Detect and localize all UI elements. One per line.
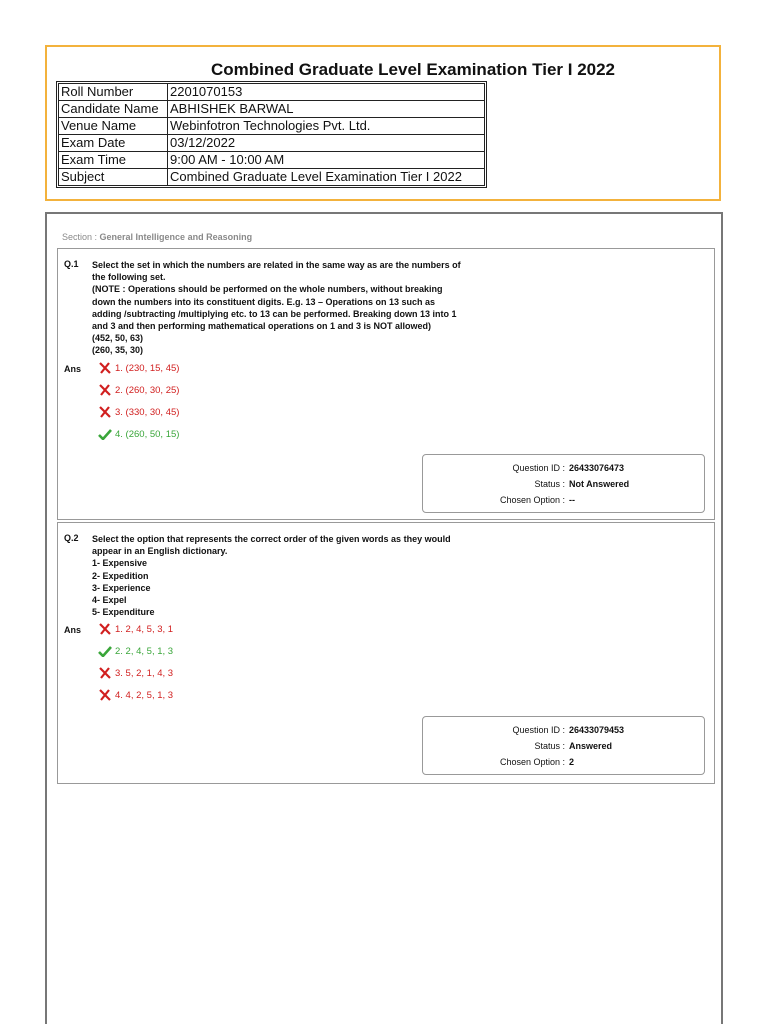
option-1 <box>98 623 173 635</box>
question-line: down the numbers into its constituent digits. E.g. 13 – Operations on 13 such as <box>92 296 436 307</box>
question-line: 1- Expensive <box>92 558 148 569</box>
cross-icon <box>98 384 112 396</box>
option-1 <box>98 362 179 374</box>
question-id-value: 26433076473 <box>569 463 625 473</box>
question-line: adding /subtracting /multiplying etc. to 13 can be performed. Breaking down 13 into 1 <box>92 308 457 319</box>
option-2 <box>98 645 173 657</box>
info-label: Roll Number <box>59 84 168 101</box>
info-value: 03/12/2022 <box>168 135 485 152</box>
option-text: 3. (330, 30, 45) <box>115 406 180 418</box>
cross-icon <box>98 667 112 679</box>
chosen-option-label: Chosen Option : <box>499 757 565 767</box>
info-label: Venue Name <box>59 118 168 135</box>
option-text: 2. 2, 4, 5, 1, 3 <box>115 645 174 657</box>
question-number: Q.2 <box>64 533 79 543</box>
chosen-option-label: Chosen Option : <box>499 495 565 505</box>
info-value: 2201070153 <box>168 84 485 101</box>
question-meta-box <box>422 454 705 513</box>
option-3 <box>98 667 173 679</box>
status-label: Status : <box>534 479 565 489</box>
option-4 <box>98 689 173 701</box>
cross-icon <box>98 689 112 701</box>
chosen-option-value: -- <box>569 495 575 505</box>
question-number: Q.1 <box>64 259 79 269</box>
question-line: 5- Expenditure <box>92 607 155 618</box>
status-label: Status : <box>534 741 565 751</box>
option-text: 1. (230, 15, 45) <box>115 362 180 374</box>
ans-label: Ans <box>64 625 82 635</box>
option-4 <box>98 428 179 440</box>
section-heading <box>62 232 252 242</box>
question-line: (NOTE : Operations should be performed on the whole numbers, without breaking <box>92 284 443 295</box>
info-row-time <box>59 152 485 169</box>
question-line: 4- Expel <box>92 595 127 606</box>
option-text: 2. (260, 30, 25) <box>115 384 180 396</box>
info-value: Webinfotron Technologies Pvt. Ltd. <box>168 118 485 135</box>
cross-icon <box>98 362 112 374</box>
section-name: General Intelligence and Reasoning <box>99 232 253 242</box>
question-id-value: 26433079453 <box>569 725 625 735</box>
response-sheet <box>45 212 723 1024</box>
question-meta-box <box>422 716 705 775</box>
question-card-1 <box>57 248 715 520</box>
info-label: Subject <box>59 169 168 186</box>
question-line: the following set. <box>92 272 166 283</box>
chosen-option-value: 2 <box>569 757 575 767</box>
cross-icon <box>98 623 112 635</box>
option-2 <box>98 384 179 396</box>
section-prefix: Section : <box>62 232 100 242</box>
option-3 <box>98 406 179 418</box>
info-row-venue <box>59 118 485 135</box>
option-text: 4. (260, 50, 15) <box>115 428 180 440</box>
checkmark-icon <box>98 645 112 657</box>
question-line: and 3 and then performing mathematical operations on 1 and 3 is NOT allowed) <box>92 321 432 332</box>
status-value: Not Answered <box>569 479 630 489</box>
exam-header <box>45 45 721 201</box>
info-value: ABHISHEK BARWAL <box>168 101 485 118</box>
question-card-2 <box>57 522 715 784</box>
question-text <box>92 259 532 357</box>
info-value: Combined Graduate Level Examination Tier I 2022 <box>168 169 485 186</box>
cross-icon <box>98 406 112 418</box>
option-text: 1. 2, 4, 5, 3, 1 <box>115 623 174 635</box>
option-text: 4. 4, 2, 5, 1, 3 <box>115 689 174 701</box>
info-row-subject <box>59 169 485 186</box>
question-id-label: Question ID : <box>512 725 565 735</box>
ans-label: Ans <box>64 364 82 374</box>
info-label: Exam Time <box>59 152 168 169</box>
question-line: (260, 35, 30) <box>92 345 144 356</box>
question-line: (452, 50, 63) <box>92 333 144 344</box>
option-text: 3. 5, 2, 1, 4, 3 <box>115 667 174 679</box>
question-text <box>92 533 532 618</box>
question-line: 3- Experience <box>92 582 151 593</box>
question-line: 2- Expedition <box>92 570 149 581</box>
info-row-candidate <box>59 101 485 118</box>
info-row-roll <box>59 84 485 101</box>
question-line: Select the set in which the numbers are related in the same way as are the numbers of <box>92 260 461 270</box>
info-label: Candidate Name <box>59 101 168 118</box>
exam-title: Combined Graduate Level Examination Tier I 2022 <box>210 60 616 79</box>
question-line: Select the option that represents the correct order of the given words as they would <box>92 534 451 544</box>
status-value: Answered <box>569 741 613 751</box>
info-value: 9:00 AM - 10:00 AM <box>168 152 485 169</box>
info-row-date <box>59 135 485 152</box>
info-label: Exam Date <box>59 135 168 152</box>
question-id-label: Question ID : <box>512 463 565 473</box>
candidate-info-table <box>58 83 485 186</box>
checkmark-icon <box>98 428 112 440</box>
question-line: appear in an English dictionary. <box>92 546 228 557</box>
